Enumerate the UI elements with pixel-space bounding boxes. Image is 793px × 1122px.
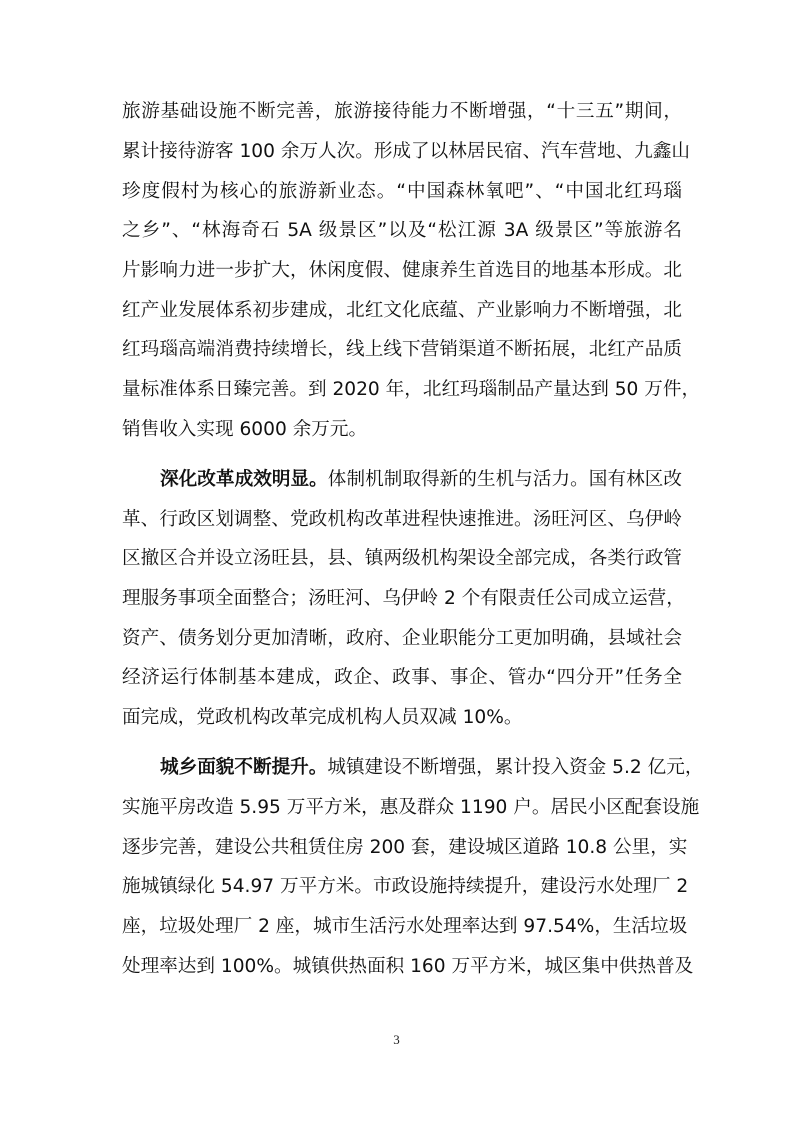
body-text-line: 实施平房改造 5.95 万平方米，惠及群众 1190 户。居民小区配套设施 <box>122 797 700 818</box>
body-text-line: 区撤区合并设立汤旺县，县、镇两级机构架设全部完成，各类行政管 <box>122 548 682 569</box>
body-text-line: 处理率达到 100%。城镇供热面积 160 万平方米，城区集中供热普及 <box>122 956 694 977</box>
body-text-line: 红玛瑙高端消费持续增长，线上线下营销渠道不断拓展，北红产品质 <box>122 339 682 360</box>
paragraph-first-line <box>160 753 704 783</box>
body-text-line: 之乡”、“林海奇石 5A 级景区”以及“松江源 3A 级景区”等旅游名 <box>122 220 682 241</box>
body-text-line: 面完成，党政机构改革完成机构人员双减 10%。 <box>122 707 523 728</box>
body-text-line: 旅游基础设施不断完善，旅游接待能力不断增强，“十三五”期间， <box>122 101 682 122</box>
body-text-line: 经济运行体制基本建成，政企、政事、事企、管办“四分开”任务全 <box>122 667 682 688</box>
page-number: 3 <box>393 1032 400 1047</box>
body-text-line: 逐步完善，建设公共租赁住房 200 套，建设城区道路 10.8 公里，实 <box>122 837 688 858</box>
body-text-line: 理服务事项全面整合；汤旺河、乌伊岭 2 个有限责任公司成立运营， <box>122 588 685 609</box>
body-text-line: 片影响力进一步扩大，休闲度假、健康养生首选目的地基本形成。北 <box>122 260 682 281</box>
body-text-line: 红产业发展体系初步建成，北红文化底蕴、产业影响力不断增强，北 <box>122 300 682 321</box>
body-text-line: 资产、债务划分更加清晰，政府、企业职能分工更加明确，县域社会 <box>122 628 682 649</box>
body-text-line: 销售收入实现 6000 余万元。 <box>122 419 368 440</box>
body-text-line: 革、行政区划调整、党政机构改革进程快速推进。汤旺河区、乌伊岭 <box>122 509 682 530</box>
paragraph-lead: 城乡面貌不断提升。 <box>160 757 328 778</box>
paragraph-first-line <box>160 465 682 495</box>
body-text-line: 施城镇绿化 54.97 万平方米。市政设施持续提升，建设污水处理厂 2 <box>122 876 689 897</box>
body-text-fragment: 城镇建设不断增强，累计投入资金 5.2 亿元， <box>327 757 704 778</box>
body-text-fragment: 体制机制取得新的生机与活力。国有林区改 <box>327 469 682 490</box>
body-text-line: 珍度假村为核心的旅游新业态。“中国森林氧吧”、“中国北红玛瑙 <box>122 181 682 202</box>
body-text-line: 座，垃圾处理厂 2 座，城市生活污水处理率达到 97.54%，生活垃圾 <box>122 916 688 937</box>
paragraph-lead: 深化改革成效明显。 <box>160 469 328 490</box>
body-text-line: 量标准体系日臻完善。到 2020 年，北红玛瑙制品产量达到 50 万件， <box>122 379 701 400</box>
body-text-line: 累计接待游客 100 余万人次。形成了以林居民宿、汽车营地、九鑫山 <box>122 141 690 162</box>
